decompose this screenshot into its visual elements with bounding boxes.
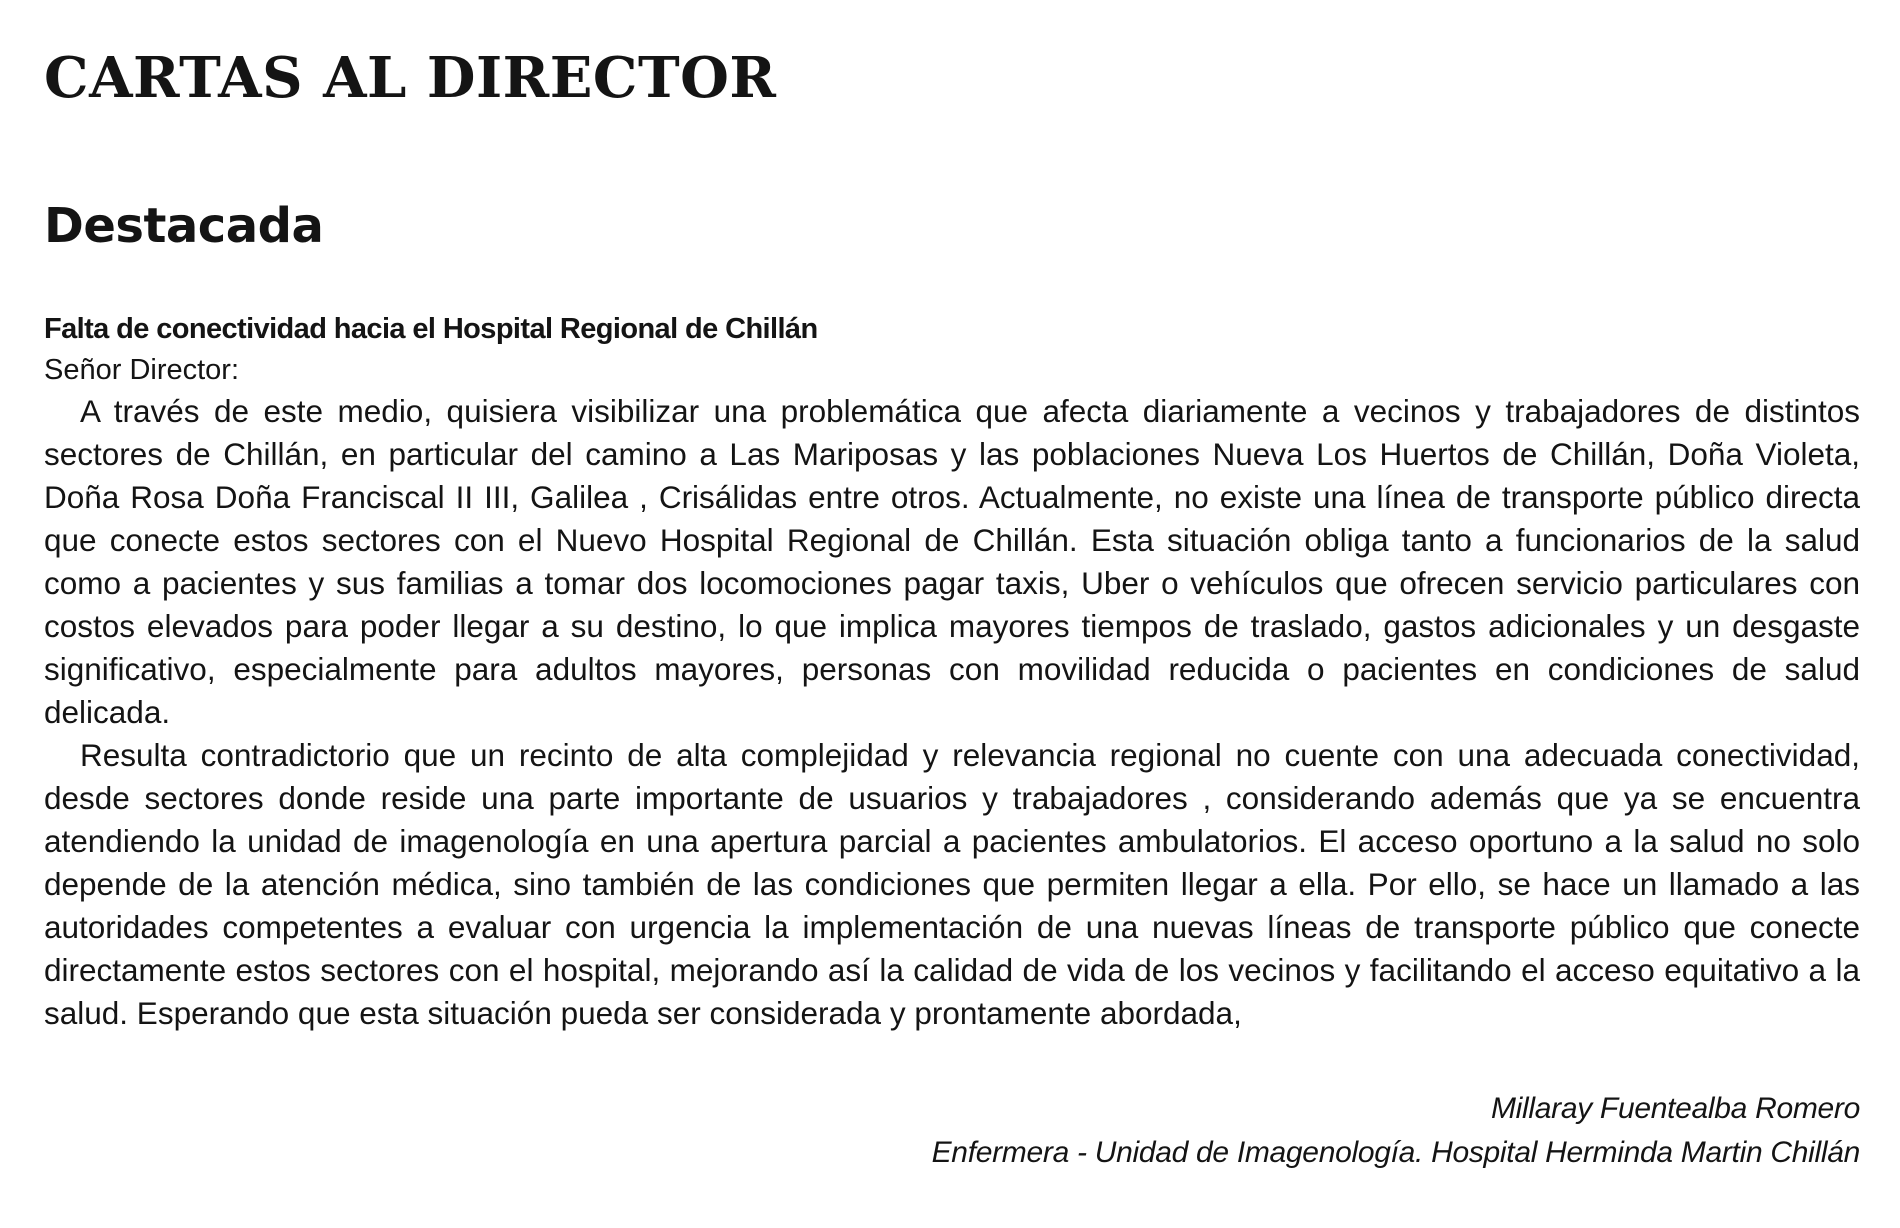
letter-salutation: Señor Director: [44, 354, 240, 386]
subsection-title: Destacada [44, 198, 324, 254]
letter-paragraph-2: Resulta contradictorio que un recinto de alta complejidad y relevancia regional no cuente con una adecuada conectividad, desde sectores donde reside una parte importante de usuarios y trabajadores , considerando además que ya se encuentra atendiendo la unidad de imagenología en una apertura parcial a pacientes ambulatorios. El acceso oportuno a la salud no solo depende de la atención médica, sino también de las condiciones que permiten llegar a ella. Por ello, se hace un llamado a las autoridades competentes a evaluar con urgencia la implementación de una nuevas líneas de transporte público que conecte directamente estos sectores con el hospital, mejorando así la calidad de vida de los vecinos y facilitando el acceso equitativo a la salud. Esperando que esta situación pueda ser considerada y prontamente abordada, [44, 737, 1860, 1031]
letter-signature [44, 1087, 1860, 1175]
letter-paragraph-1: A través de este medio, quisiera visibilizar una problemática que afecta diariamente a vecinos y trabajadores de distintos sectores de Chillán, en particular del camino a Las Mariposas y las poblaciones Nueva Los Huertos de Chillán, Doña Violeta, Doña Rosa Doña Franciscal II III, Galilea , Crisálidas entre otros. Actualmente, no existe una línea de transporte público directa que conecte estos sectores con el Nuevo Hospital Regional de Chillán. Esta situación obliga tanto a funcionarios de la salud como a pacientes y sus familias a tomar dos locomociones pagar taxis, Uber o vehículos que ofrecen servicio particulares con costos elevados para poder llegar a su destino, lo que implica mayores tiempos de traslado, gastos adicionales y un desgaste significativo, especialmente para adultos mayores, personas con movilidad reducida o pacientes en condiciones de salud delicada. [44, 393, 1860, 730]
letter-title: Falta de conectividad hacia el Hospital Regional de Chillán [44, 313, 818, 345]
letter [44, 310, 1860, 1175]
section-title: CARTAS AL DIRECTOR [44, 45, 777, 111]
signature-name: Millaray Fuentealba Romero [1490, 1092, 1860, 1125]
signature-role: Enfermera - Unidad de Imagenología. Hospital Herminda Martin Chillán [931, 1136, 1860, 1169]
page [44, 30, 1860, 1175]
